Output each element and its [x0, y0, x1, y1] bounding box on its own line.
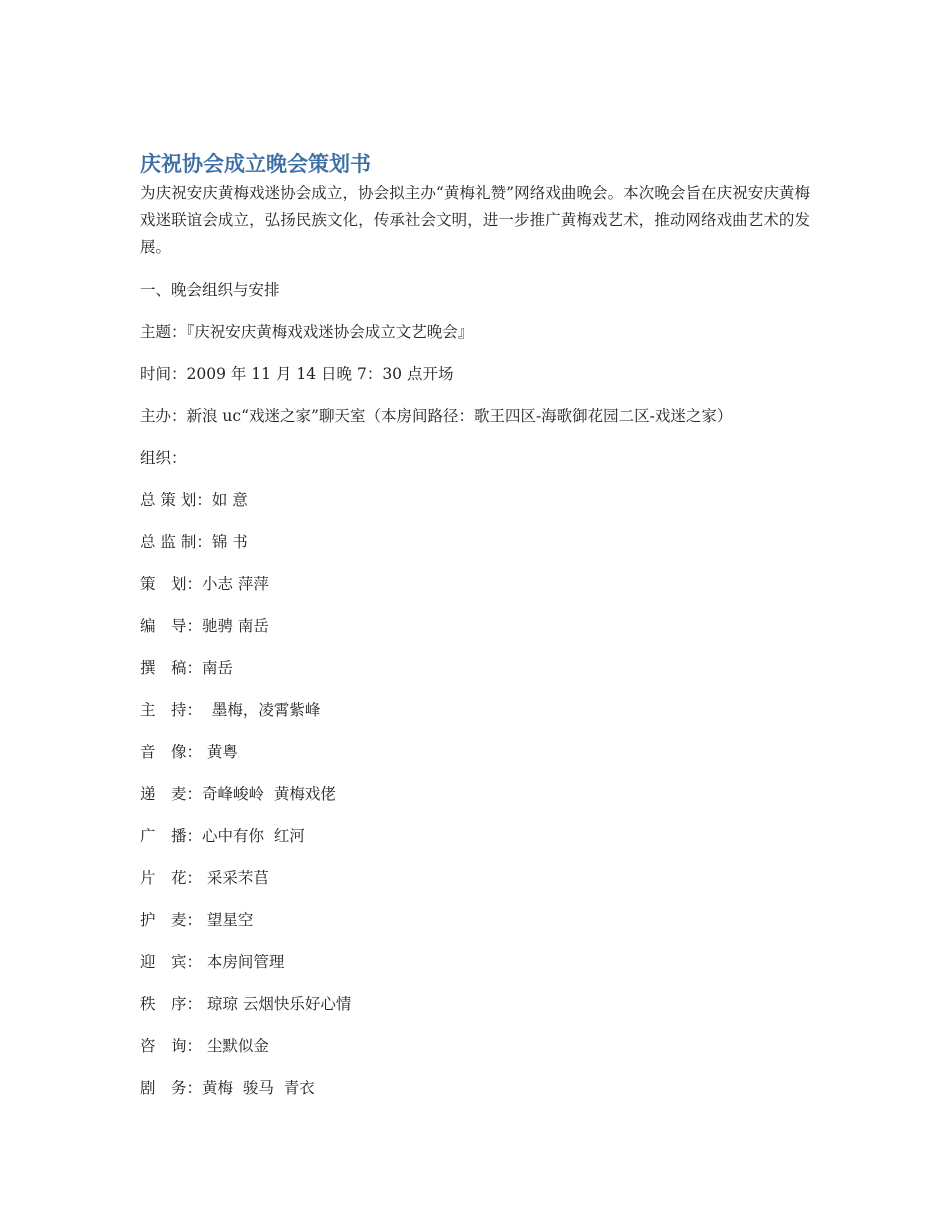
broadcast-line: 广 播：心中有你 红河 [140, 827, 305, 845]
host-line: 主办：新浪 uc“戏迷之家”聊天室（本房间路径：歌王四区-海歌御花园二区-戏迷之家） [140, 407, 733, 425]
theme-line: 主题：『庆祝安庆黄梅戏戏迷协会成立文艺晚会』 [140, 323, 474, 341]
organization-label: 组织： [140, 449, 187, 467]
order-line: 秩 序： 琼琼 云烟快乐好心情 [140, 995, 352, 1013]
mic-passer-line: 递 麦：奇峰峻岭 黄梅戏佬 [140, 785, 336, 803]
document-body [140, 150, 810, 1099]
interlude-line: 片 花： 采采芣苢 [140, 869, 269, 887]
time-line: 时间：2009 年 11 月 14 日晚 7：30 点开场 [140, 365, 454, 383]
audio-video-line: 音 像： 黄粤 [140, 743, 238, 761]
mic-guard-line: 护 麦： 望星空 [140, 911, 254, 929]
consulting-line: 咨 询： 尘默似金 [140, 1037, 269, 1055]
organization-list [140, 321, 810, 1099]
intro-paragraph: 为庆祝安庆黄梅戏迷协会成立，协会拟主办“黄梅礼赞”网络戏曲晚会。本次晚会旨在庆祝安庆黄梅戏迷联谊会成立，弘扬民族文化，传承社会文明，进一步推广黄梅戏艺术，推动网络戏曲艺术的发展。 [140, 184, 810, 256]
section-heading: 一、晚会组织与安排 [140, 281, 280, 299]
planner-line: 策 划：小志 萍萍 [140, 575, 269, 593]
stage-affairs-line: 剧 务：黄梅 骏马 青衣 [140, 1079, 315, 1097]
host-presenter-line: 主 持： 墨梅，凌霄紫峰 [140, 701, 321, 719]
chief-planner-line: 总 策 划：如 意 [140, 491, 248, 509]
director-line: 编 导：驰骋 南岳 [140, 617, 269, 635]
writer-line: 撰 稿：南岳 [140, 659, 234, 677]
welcome-line: 迎 宾： 本房间管理 [140, 953, 285, 971]
chief-supervisor-line: 总 监 制：锦 书 [140, 533, 248, 551]
document-title: 庆祝协会成立晚会策划书 [140, 152, 371, 176]
